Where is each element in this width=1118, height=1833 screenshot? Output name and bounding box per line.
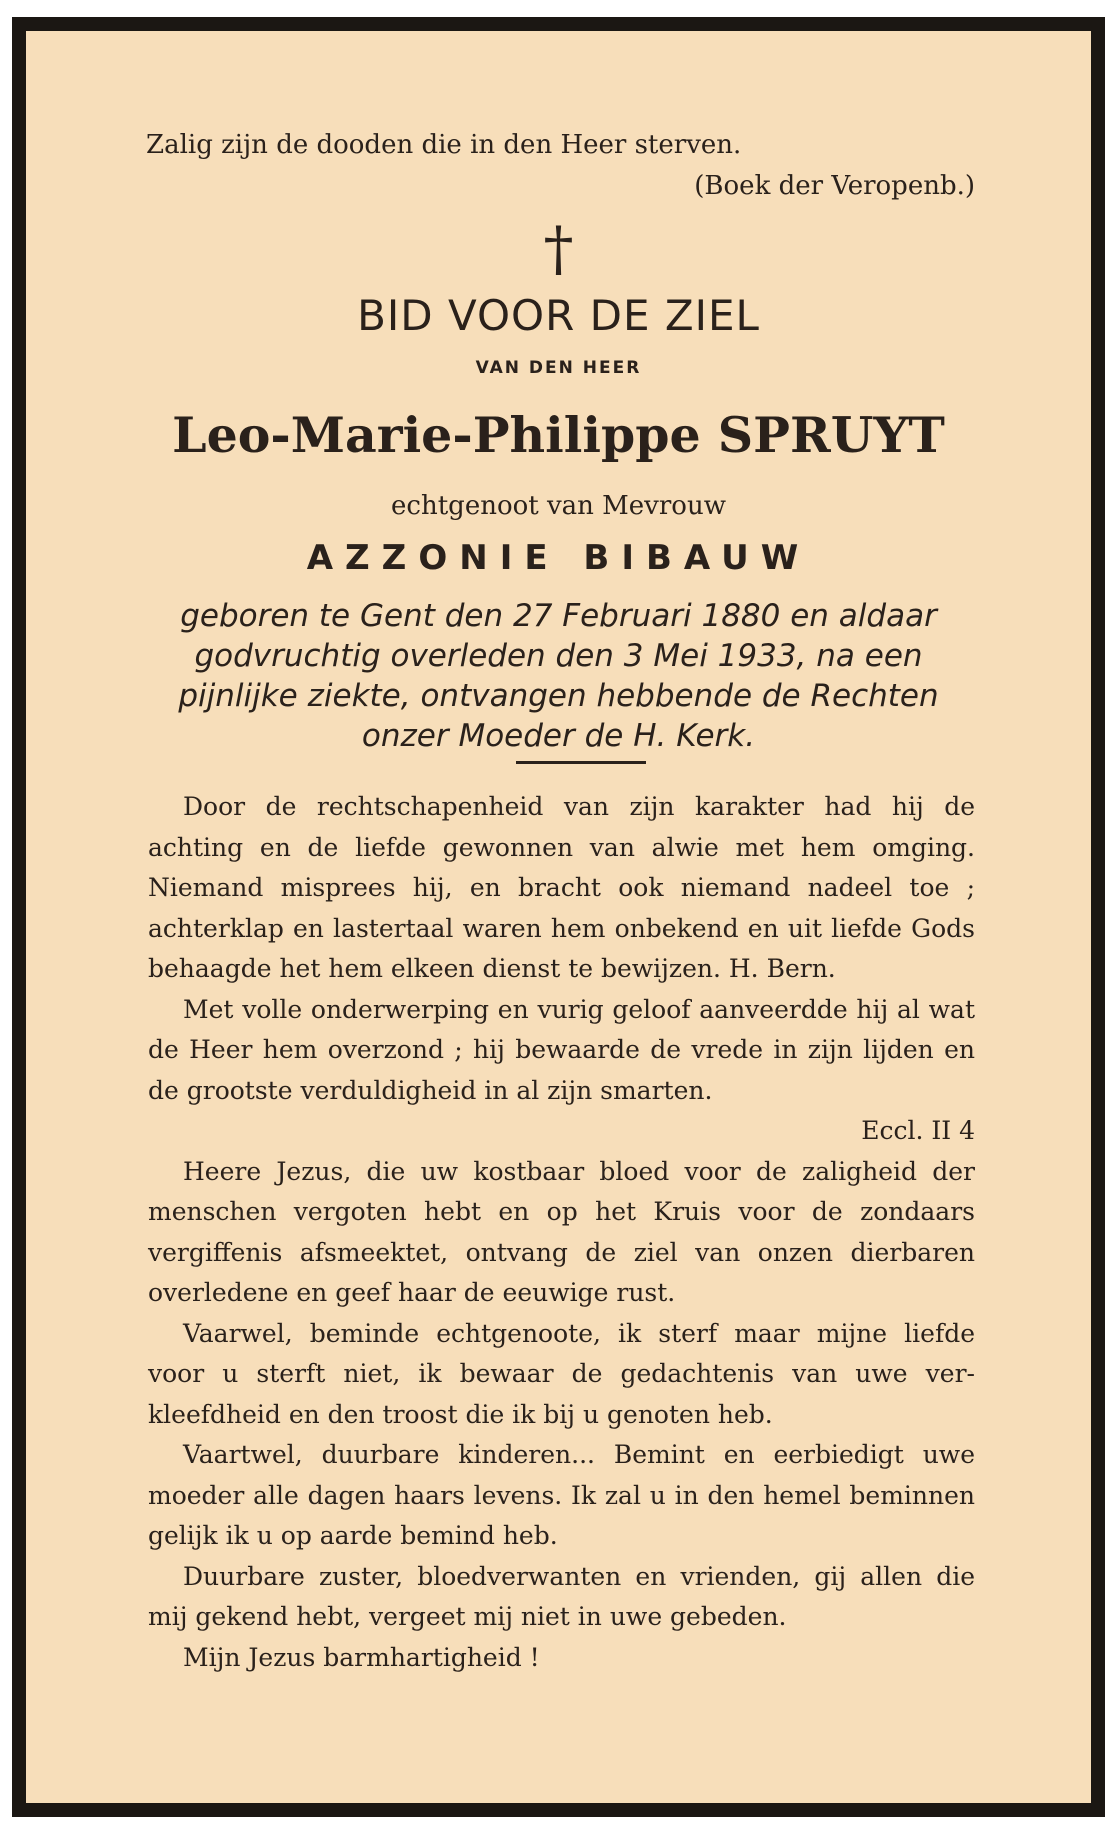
epigraph-source: (Boek der Veropenb.)	[694, 171, 975, 201]
deceased-name: Leo-Marie-Philippe SPRUYT	[172, 406, 945, 464]
memorial-text	[148, 787, 975, 1678]
closing-prayer: Mijn Jezus barmhartigheid !	[183, 1642, 540, 1672]
paragraph: Duurbare zuster, bloedverwanten en vrienden, gij allen die mij gekend hebt, vergeet mij niet in uwe gebeden.	[148, 1561, 975, 1631]
divider	[516, 761, 646, 764]
prayer-heading: BID VOOR DE ZIEL	[357, 291, 760, 340]
prayer-subheading: VAN DEN HEER	[475, 358, 642, 378]
scripture-reference: Eccl. II 4	[861, 1116, 975, 1145]
paragraph: Met volle onderwerping en vurig geloof aanveerdde hij al wat de Heer hem overzond ; hij bewaarde de vrede in zijn lijden en de grootste verduldigheid in al zijn smarten.	[148, 994, 975, 1105]
epigraph: Zalig zijn de dooden die in den Heer sterven.	[146, 130, 742, 160]
birth-death-details: geboren te Gent den 27 Februari 1880 en aldaar godvruchtig overleden den 3 Mei 1933, na een pijnlijke ziekte, ontvangen hebbende de Rechten onzer Moeder de H. Kerk.	[178, 598, 939, 754]
paragraph: Vaartwel, duurbare kinderen... Bemint en eerbiedigt uwe moeder alle dagen haars levens. Ik zal u in den hemel beminnen gelijk ik u op aarde bemind heb.	[148, 1440, 975, 1550]
cross-icon: †	[543, 214, 574, 284]
spouse-name: AZZONIE BIBAUW	[306, 538, 811, 578]
paragraph: Vaarwel, beminde echtgenoote, ik sterf maar mijne liefde voor u sterft niet, ik bewaar de gedachtenis van uwe ver-kleefdheid en den troost die ik bij u genoten heb.	[148, 1318, 975, 1429]
paragraph: Door de rechtschapenheid van zijn karakter had hij de achting en de liefde gewonnen van alwie met hem omging. Niemand misprees hij, en bracht ook niemand nadeel toe ; achterklap en lastertaal waren hem onbekend en uit liefde Gods behaagde het hem elkeen dienst te bewijzen. H. Bern.	[148, 792, 975, 983]
spouse-intro: echtgenoot van Mevrouw	[391, 491, 726, 521]
memorial-card	[12, 17, 1105, 1817]
paragraph: Heere Jezus, die uw kostbaar bloed voor de zaligheid der menschen vergoten hebt en op het Kruis voor de zondaars vergiffenis afsmeektet, ontvang de ziel van onzen dierbaren overledene en geef haar de eeuwige rust.	[148, 1156, 975, 1307]
